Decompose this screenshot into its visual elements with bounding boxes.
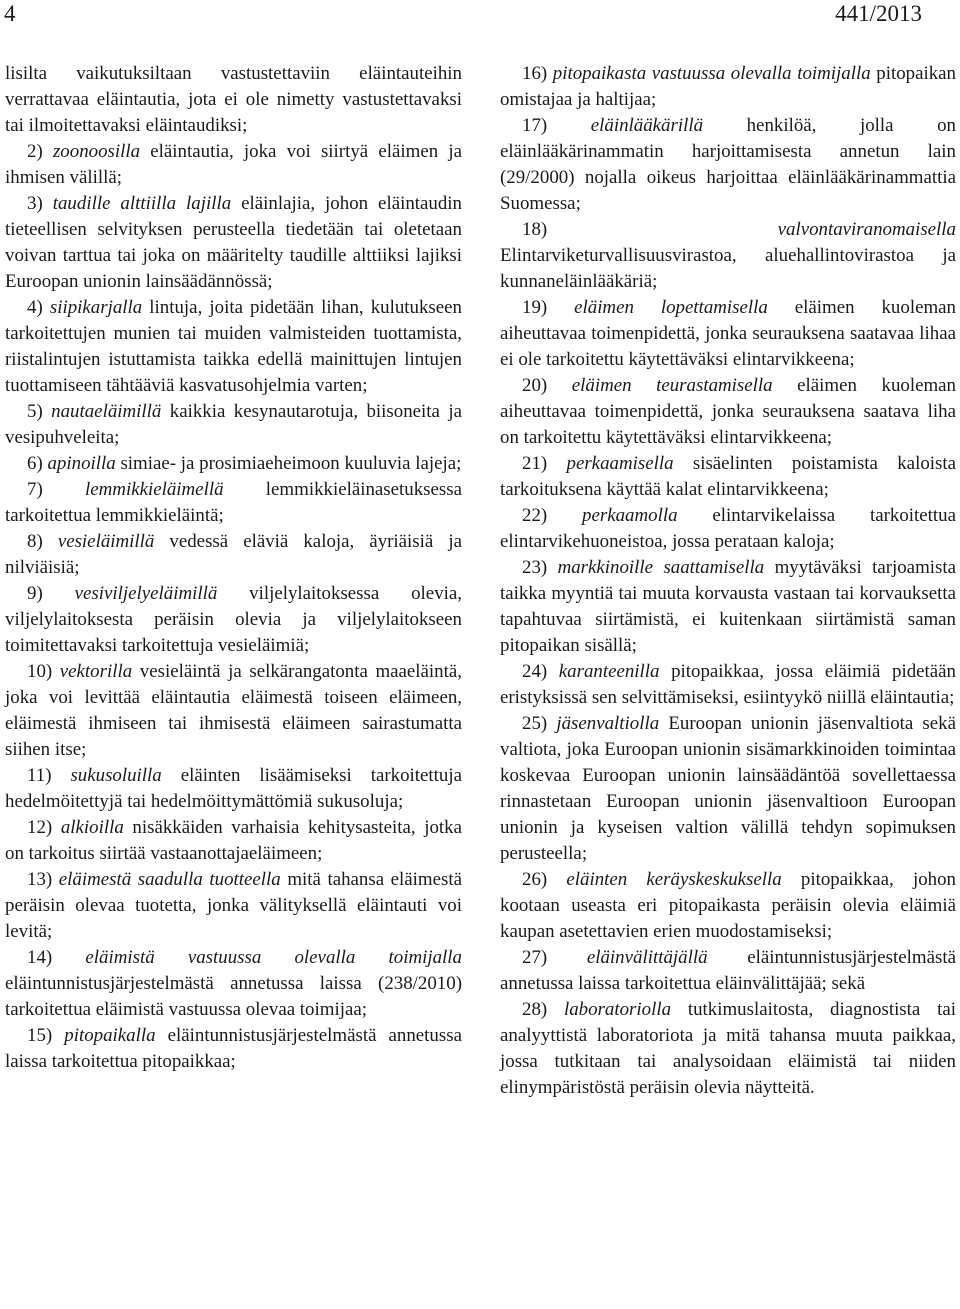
defined-term: eläimen teurastamisella [571, 375, 773, 396]
item-number: 12) [27, 817, 53, 838]
definition-item [5, 763, 462, 815]
right-definitions-list [500, 61, 956, 1101]
definition-text: eläinten lisäämiseksi tarkoitettuja hedelmöitettyjä tai hedelmöittymättömiä sukusoluja; [5, 765, 462, 812]
item-number: 18) [522, 219, 548, 240]
defined-term: eläinvälittäjällä [586, 947, 708, 968]
item-number: 26) [522, 869, 548, 890]
definition-text: Euroopan unionin jäsenvaltiota sekä valtiota, joka Euroopan unionin sisämarkkinoiden toimintaa koskevaa Euroopan unionin lainsäädäntöä sovellettaessa rinnastetaan Euroopan unionin jäsenvaltioon Euroopan unionin ja kyseisen valtion välillä tehdyn sopimuksen perusteella; [500, 713, 956, 864]
definition-item [5, 477, 462, 529]
definition-item [5, 581, 462, 659]
definition-item [500, 61, 956, 113]
definition-item [5, 451, 462, 477]
item-number: 7) [27, 479, 43, 500]
defined-term: markkinoille saattamisella [557, 557, 765, 578]
item-number: 10) [27, 661, 53, 682]
definition-text: eläintunnistusjärjestelmästä annetussa laissa (238/2010) tarkoitettua eläimistä vastuussa olevaa toimijaa; [5, 973, 462, 1020]
item-number: 3) [27, 193, 43, 214]
definition-item [500, 555, 956, 659]
definition-text: eläintunnistusjärjestelmästä annetussa laissa tarkoitettua pitopaikkaa; [5, 1025, 462, 1072]
item-number: 8) [27, 531, 43, 552]
document-id: 441/2013 [835, 1, 922, 26]
item-number: 4) [27, 297, 43, 318]
defined-term: laboratoriolla [563, 999, 672, 1020]
item-number: 27) [522, 947, 548, 968]
definition-text: vedessä eläviä kaloja, äyriäisiä ja nilviäisiä; [5, 531, 462, 578]
defined-term: lemmikkieläimellä [85, 479, 224, 500]
item-number: 13) [27, 869, 53, 890]
defined-term: eläimestä saadulla tuotteella [58, 869, 281, 890]
item-number: 11) [27, 765, 52, 786]
left-definitions-list [5, 139, 462, 1075]
defined-term: vektorilla [59, 661, 133, 682]
item-number: 22) [522, 505, 548, 526]
definition-text: eläimen kuoleman aiheuttavaa toimenpidettä, jonka seurauksena saatava liha on tarkoitettu käytettäväksi elintarvikkeena; [500, 375, 956, 448]
defined-term: apinoilla [47, 453, 116, 474]
definition-item [500, 945, 956, 997]
definition-item [500, 997, 956, 1101]
definition-text: elintarvikelaissa tarkoitettua elintarvikehuoneistoa, jossa perataan kaloja; [500, 505, 956, 552]
definition-item [5, 815, 462, 867]
definition-item [500, 659, 956, 711]
definition-item [500, 451, 956, 503]
defined-term: alkioilla [60, 817, 124, 838]
item-number: 23) [522, 557, 548, 578]
definition-item [500, 711, 956, 867]
definition-text: henkilöä, jolla on eläinlääkärinammatin harjoittamisesta annetun lain (29/2000) nojalla oikeus harjoittaa eläinlääkärinammattia Suomessa; [500, 115, 956, 214]
defined-term: pitopaikalla [64, 1025, 156, 1046]
definition-text: sisäelinten poistamista kaloista tarkoituksena käyttää kalat elintarvikkeena; [500, 453, 956, 500]
item-number: 17) [522, 115, 548, 136]
defined-term: zoonoosilla [52, 141, 141, 162]
definition-item [500, 373, 956, 451]
item-number: 2) [27, 141, 43, 162]
defined-term: vesieläimillä [57, 531, 155, 552]
item-number: 19) [522, 297, 548, 318]
definition-item [5, 867, 462, 945]
defined-term: jäsenvaltiolla [556, 713, 660, 734]
definition-text: myytäväksi tarjoamista taikka myyntiä tai muuta korvausta vastaan tai korvauksetta tapahtuvaa siirtämistä, ei kuitenkaan siirtämistä saman pitopaikan sisällä; [500, 557, 956, 656]
definition-text: vesieläintä ja selkärangatonta maaeläintä, joka voi levittää eläintautia eläimestä toiseen eläimeen, eläimestä ihmiseen tai ihmisestä eläimeen sairastumatta siihen itse; [5, 661, 462, 760]
definition-text: tutkimuslaitosta, diagnostista tai analyyttistä laboratoriota ja mitä tahansa muuta paikkaa, jossa tutkitaan tai analysoidaan eläimistä tai niiden elinympäristöstä peräisin olevia näytteitä. [500, 999, 956, 1098]
item-number: 9) [27, 583, 43, 604]
definition-item [500, 113, 956, 217]
item-number: 16) [522, 63, 548, 84]
defined-term: taudille alttiilla lajilla [52, 193, 232, 214]
defined-term: perkaamisella [566, 453, 674, 474]
left-column [5, 61, 462, 1075]
definition-text: nisäkkäiden varhaisia kehitysasteita, jotka on tarkoitus siirtää vastaanottajaeläimeen; [5, 817, 462, 864]
definition-text: Elintarviketurvallisuusvirastoa, aluehallintovirastoa ja kunnaneläinlääkäriä; [500, 245, 956, 292]
definition-item [5, 139, 462, 191]
continuation-paragraph: lisilta vaikutuksiltaan vastustettaviin eläintauteihin verrattavaa eläintautia, jota ei ole nimetty vastustettavaksi tai ilmoitettavaksi eläintaudiksi; [5, 63, 462, 136]
defined-term: karanteenilla [558, 661, 660, 682]
defined-term: eläimen lopettamisella [574, 297, 768, 318]
defined-term: vesiviljelyeläimillä [74, 583, 218, 604]
definition-text: eläimen kuoleman aiheuttavaa toimenpidettä, jonka seurauksena saatavaa lihaa ei ole tarkoitettu käytettäväksi elintarvikkeena; [500, 297, 956, 370]
item-number: 24) [522, 661, 548, 682]
defined-term: eläimistä vastuussa olevalla toimijalla [85, 947, 462, 968]
right-column [500, 61, 956, 1101]
page-number: 4 [4, 1, 16, 26]
item-number: 6) [27, 453, 43, 474]
definition-text: viljelylaitoksessa olevia, viljelylaitoksesta peräisin olevia ja viljelylaitokseen toimitettavaksi tarkoitettuja vesieläimiä; [5, 583, 462, 656]
defined-term: valvontaviranomaisella [777, 219, 956, 240]
definition-item [5, 945, 462, 1023]
defined-term: siipikarjalla [49, 297, 143, 318]
definition-text: simiae- ja prosimiaeheimoon kuuluvia lajeja; [120, 453, 462, 474]
item-number: 15) [27, 1025, 53, 1046]
page-header [0, 0, 960, 36]
item-number: 28) [522, 999, 548, 1020]
definition-text: pitopaikkaa, johon kootaan useasta eri pitopaikasta peräisin olevia eläimiä kaupan asetettavien erien muodostamiseksi; [500, 869, 956, 942]
item-number: 21) [522, 453, 548, 474]
defined-term: perkaamolla [582, 505, 678, 526]
defined-term: pitopaikasta vastuussa olevalla toimijalla [552, 63, 871, 84]
item-number: 5) [27, 401, 43, 422]
definition-text: lemmikkieläinasetuksessa tarkoitettua lemmikkieläintä; [5, 479, 462, 526]
definition-text: pitopaikan omistajaa ja haltijaa; [500, 63, 956, 110]
definition-text: eläintunnistusjärjestelmästä annetussa laissa tarkoitettua eläinvälittäjää; sekä [500, 947, 956, 994]
definition-text: mitä tahansa eläimestä peräisin olevaa tuotetta, jonka välityksellä eläintauti voi levitä; [5, 869, 462, 942]
item-number: 25) [522, 713, 548, 734]
item-number: 20) [522, 375, 548, 396]
definition-text: eläintautia, joka voi siirtyä eläimen ja ihmisen välillä; [5, 141, 462, 188]
definition-item [5, 659, 462, 763]
definition-item [5, 1023, 462, 1075]
definition-item [500, 867, 956, 945]
definition-item [5, 191, 462, 295]
item-number: 14) [27, 947, 53, 968]
definition-item [5, 529, 462, 581]
definition-text: kaikkia kesynautarotuja, biisoneita ja vesipuhveleita; [5, 401, 462, 448]
defined-term: eläinten keräyskeskuksella [566, 869, 782, 890]
definition-text: pitopaikkaa, jossa eläimiä pidetään eristyksissä sen selvittämiseksi, esiintyykö niillä eläintautia; [500, 661, 956, 708]
definition-item [500, 295, 956, 373]
defined-term: sukusoluilla [70, 765, 162, 786]
definition-text: lintuja, joita pidetään lihan, kulutukseen tarkoitettujen munien tai muiden valmisteiden tuottamista, riistalintujen istuttamista taikka edellä mainittujen lintujen tuottamiseen tähtääviä kasvatusohjelmia varten; [5, 297, 462, 396]
definition-item [500, 217, 956, 295]
definition-text: eläinlajia, johon eläintaudin tieteellisen selvityksen perusteella tiedetään tai oletetaan voivan tarttua tai joka on määritelty taudille alttiiksi lajiksi Euroopan unionin lainsäädännössä; [5, 193, 462, 292]
definition-item [5, 295, 462, 399]
definition-item [5, 399, 462, 451]
defined-term: nautaeläimillä [51, 401, 162, 422]
defined-term: eläinlääkärillä [590, 115, 704, 136]
definition-item [500, 503, 956, 555]
